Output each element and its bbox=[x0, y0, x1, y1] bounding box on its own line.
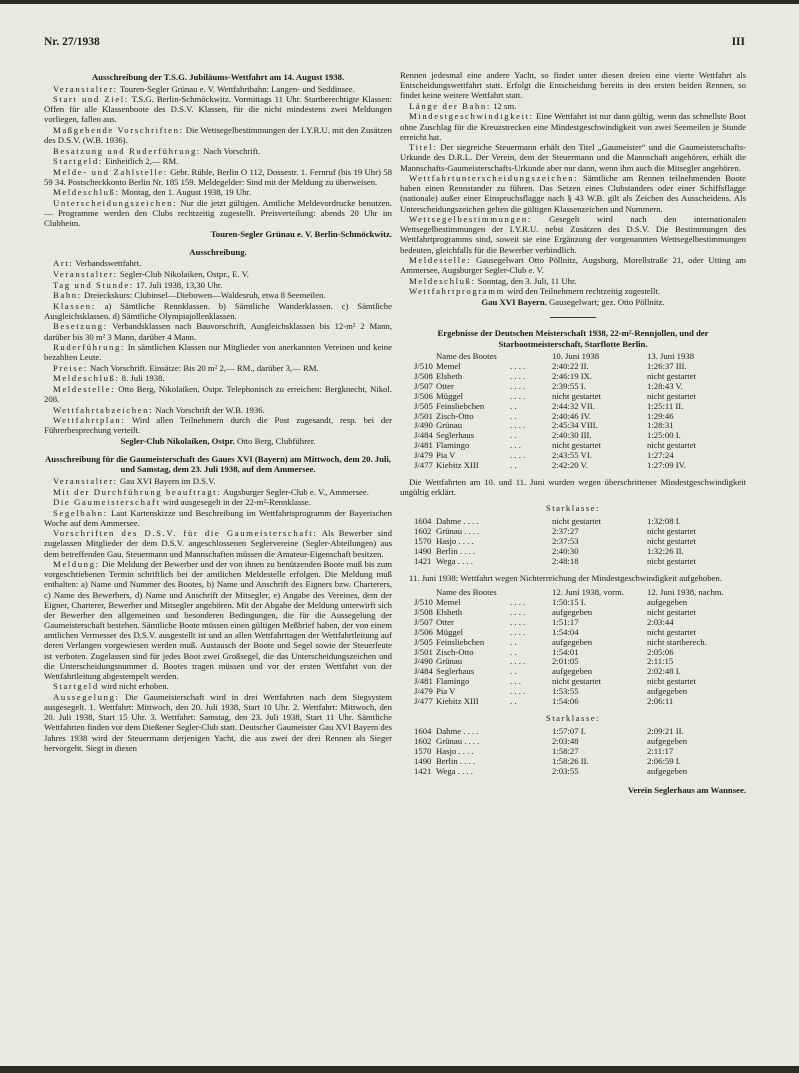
table-cell: Seglerhaus bbox=[436, 430, 475, 441]
paragraph: Veranstalter: Segler-Club Nikolaiken, Ostpr., E. V. bbox=[53, 269, 249, 280]
table-cell: Grünau . . . . bbox=[436, 526, 480, 537]
table-cell: 1:29:46 bbox=[647, 410, 674, 421]
table-cell: J/490 bbox=[414, 420, 433, 431]
table-cell: 1490 bbox=[414, 755, 432, 766]
table-cell: Berlin . . . . bbox=[436, 546, 476, 557]
table-cell: Memel bbox=[436, 361, 461, 372]
section-heading: Ausschreibung der T.S.G. Jubiläums-Wettfahrt am 14. August 1938. bbox=[91, 72, 345, 82]
table-cell: nicht gestartet bbox=[647, 556, 696, 567]
table-cell: . . . . bbox=[510, 380, 526, 391]
paragraph: Veranstalter: Touren-Segler Grünau e. V. Wettfahrtbahn: Langen- und Seddinsee. bbox=[53, 83, 355, 94]
announcement-body bbox=[44, 476, 392, 753]
table-cell: Berlin . . . . bbox=[436, 755, 476, 766]
table-cell: Müggel bbox=[436, 390, 464, 401]
divider bbox=[550, 317, 596, 318]
table-cell: J/484 bbox=[414, 430, 433, 441]
table-cell: nicht gestartet bbox=[647, 626, 696, 637]
paragraph: Meldestelle: Gausegelwart Otto Pöllnitz, Augsburg, Morellstraße 21, oder Utting am Ammersee, Augsburger Segler-Club e. V. bbox=[400, 255, 746, 276]
table-cell: . . bbox=[510, 666, 517, 677]
table-row bbox=[414, 767, 737, 777]
table-cell: J/505 bbox=[414, 400, 433, 411]
table-cell: 1:32:08 I. bbox=[647, 516, 681, 527]
table-cell: . . . . bbox=[510, 370, 526, 381]
table-cell: Kiebitz XIII bbox=[436, 696, 479, 707]
table-cell: 2:46:19 IX. bbox=[552, 370, 593, 381]
table-cell: . . . bbox=[510, 676, 521, 687]
table-cell: aufgegeben bbox=[647, 736, 688, 747]
table-cell: 1:32:26 II. bbox=[647, 546, 684, 557]
subheading: Starklasse: bbox=[545, 503, 601, 514]
note: 11. Juni 1938: Wettfahrt wegen Nichterreichung der Mindestgeschwindigkeit aufgehoben. bbox=[409, 572, 722, 583]
table-cell: J/507 bbox=[414, 616, 433, 627]
paragraph: Klassen: a) Sämtliche Rennklassen. b) Sämtliche Wanderklassen. c) Sämtliche Ausgleichsklassen. d) Sämtliche Olympiajollenklassen. bbox=[44, 300, 392, 321]
signature: Gau XVI Bayern. Gausegelwart; gez. Otto Pöllnitz. bbox=[481, 296, 665, 307]
table-cell: 2:06:11 bbox=[647, 696, 674, 707]
paragraph: Art: Verbandswettfahrt. bbox=[53, 258, 142, 269]
table-cell: 2:09:21 II. bbox=[647, 726, 684, 737]
section-heading: Ausschreibung für die Gaumeisterschaft des Gaues XVI (Bayern) am Mittwoch, dem 20. Juli, und Samstag, dem 23. Juli 1938, auf dem Ammersee. bbox=[45, 453, 391, 475]
paragraph: Titel: Der siegreiche Steuermann erhält den Titel „Gaumeister“ und die Gaumeisterschafts-Urkunde des D.R.L. Der Verein, dem der Steuermann und die Mannschaft angehören, erhält die Mannschafts-Gaumeisterschafts-Urkunde aber nur dann, wenn ihm auch die Mitsegler angehören. bbox=[400, 142, 746, 173]
table-cell: . . . . bbox=[510, 606, 526, 617]
paragraph: Meldung: Die Meldung der Bewerber und der von ihnen zu benützenden Boote muß bis zum vorgeschriebenen Termin schriftlich bei der amtlichen Meldestelle erfolgen. Die Meldung muß enthalten: a) Name und Nummer des Bootes, b) Name und Anschrift des Eigners bzw. Charterers, c) Name des Bewerbers, d) Name und Anschrift der Mitsegler, e) Angabe des Vereines, dem der Eigner, Charterer, Bewerber und Mitsegler angehören. Mit der Abgabe der Meldung unterwirft sich der Bewerber den allgemeinen und besonderen Bedingungen, die für die Aussegelung der Gaumeisterschaft bestehen. Sämtliche Boote müssen einen gültigen Meßbrief haben, der von einem amtlichen Vermesser des D.S.V. ausgestellt ist und an allen Wettfahrttagen der Wettfahrtleitung auf deren Verlangen vorgewiesen werden muß. Austausch der Boote und Segel sowie der Steuerleute ist verboten. Zugelassen sind für jedes Boot zwei Großsegel, die das Unterscheidungszeichen und die Unterscheidungsnummer d. Bootes tragen müssen und vor der ersten Wettfahrt von der Wettfahrtleitung abgestempelt werden. bbox=[44, 559, 392, 681]
left-column bbox=[44, 70, 392, 753]
announcement-body bbox=[44, 84, 392, 239]
table-cell: J/490 bbox=[414, 656, 433, 667]
right-column bbox=[400, 70, 746, 797]
paragraph: Tag und Stunde: 17. Juli 1938, 13,30 Uhr. bbox=[53, 279, 223, 290]
table-cell: Wega . . . . bbox=[436, 556, 473, 567]
table-cell: Otter bbox=[436, 380, 454, 391]
table-cell: nicht gestartet bbox=[647, 440, 696, 451]
table-cell: 1604 bbox=[414, 516, 432, 527]
table-cell: . . bbox=[510, 696, 517, 707]
table-cell: Grünau . . . . bbox=[436, 736, 480, 747]
table-cell: Dahme . . . . bbox=[436, 726, 479, 737]
section-heading: Ausschreibung. bbox=[189, 246, 247, 257]
table-cell: . . bbox=[510, 410, 517, 421]
paragraph: Vorschriften des D.S.V. für die Gaumeisterschaft: Als Bewerber sind zugelassen Mitglieder der dem D.S.V. angeschlossenen Seglervereine (Segler-Abteilungen) aus dem betreffenden Gau. Steuermann und Mannschaften müssen die Amateur-Eigenschaft besitzen. bbox=[44, 528, 392, 559]
table-cell: aufgegeben bbox=[647, 686, 688, 697]
table-cell: 1421 bbox=[414, 556, 432, 567]
signature: Segler-Club Nikolaiken, Ostpr. Otto Berg, Clubführer. bbox=[120, 435, 316, 446]
note: Die Wettfahrten am 10. und 11. Juni wurden wegen überschrittener Mindestgeschwindigkeit ungültig erklärt. bbox=[400, 476, 746, 498]
table-cell: . . . . bbox=[510, 361, 526, 372]
table-cell: Flamingo bbox=[436, 676, 470, 687]
paragraph: Maßgebende Vorschriften: Die Wettsegelbestimmungen der I.Y.R.U. mit den Zusätzen des D.S.V. (W.B. 1936). bbox=[44, 124, 392, 146]
page-number: III bbox=[731, 36, 745, 48]
table-cell: Wega . . . . bbox=[436, 765, 473, 776]
table-cell: J/506 bbox=[414, 390, 433, 401]
results-table-star-2 bbox=[414, 727, 737, 777]
table-cell: 2:40:46 IV. bbox=[552, 410, 591, 421]
table-cell: . . . bbox=[510, 440, 521, 451]
table-row bbox=[414, 697, 737, 707]
table-cell: . . . . bbox=[510, 626, 526, 637]
paragraph: Preise: Nach Vorschrift. Einsätze: Bis 20 m² 2,— RM., darüber 3,— RM. bbox=[53, 362, 319, 373]
table-cell: 1:25:00 I. bbox=[647, 430, 681, 441]
table-cell: 1570 bbox=[414, 745, 432, 756]
table-cell: 1:27:24 bbox=[647, 450, 674, 461]
table-cell: J/481 bbox=[414, 440, 433, 451]
table-cell: J/477 bbox=[414, 696, 433, 707]
paragraph: Wettfahrtplan: Wird allen Teilnehmern durch die Post zugesandt, resp. bei der Führerbesprechung verteilt. bbox=[44, 415, 392, 436]
column-header: 12. Juni 1938, nachm. bbox=[647, 587, 724, 598]
table-cell: J/508 bbox=[414, 606, 433, 617]
table-cell: Pia V bbox=[436, 686, 456, 697]
table-cell: 2:40:30 bbox=[552, 546, 579, 557]
table-cell: Grünau bbox=[436, 420, 463, 431]
table-cell: Seglerhaus bbox=[436, 666, 475, 677]
table-cell: Pia V bbox=[436, 450, 456, 461]
paragraph: Wettsegelbestimmungen: Gesegelt wird nach den internationalen Wettsegelbestimmungen der I.Y.R.U. nebst Zusätzen des D.S.V. Die Bestimmungen des Wettfahrtprogramms sind, soweit sie eine Ergänzung der vorgenannten Wettsegelbestimmungen bedeuten, gleichfalls für die Bewerber verbindlich. bbox=[400, 214, 746, 255]
signature: Verein Seglerhaus am Wannsee. bbox=[627, 784, 746, 795]
table-cell: 2:11:17 bbox=[647, 745, 674, 756]
table-cell: 2:06:59 I. bbox=[647, 755, 681, 766]
results-table-jollen-2 bbox=[414, 588, 737, 707]
table-cell: 1:50:15 I. bbox=[552, 597, 586, 608]
table-cell: aufgegeben bbox=[647, 597, 688, 608]
paragraph: Wettfahrtprogramm wird den Teilnehmern rechtzeitig zugestellt. bbox=[409, 286, 661, 297]
table-cell: 2:02:48 I. bbox=[647, 666, 681, 677]
table-cell: 1:27:09 IV. bbox=[647, 460, 686, 471]
table-cell: nicht gestartet bbox=[647, 390, 696, 401]
table-cell: Dahme . . . . bbox=[436, 516, 479, 527]
column-header: 10. Juni 1938 bbox=[552, 351, 600, 362]
table-cell: J/479 bbox=[414, 686, 433, 697]
table-cell: nicht gestartet bbox=[552, 516, 601, 527]
table-cell: 2:03:48 bbox=[552, 736, 579, 747]
paragraph: Wettfahrtunterscheidungszeichen: Sämtliche am Rennen teilnehmenden Boote haben einen Rennstander zu führen. Das Setzen eines Clubstanders oder einer Schiffsflagge (nationale) außer einer Einspruchsflagge nach § 43 W.B. gilt als Zeichen des Ausscheidens. Als Unterscheidungszeichen gelten die gültigen Klassenzeichen und Nummern. bbox=[400, 173, 746, 214]
table-cell: 2:03:55 bbox=[552, 765, 579, 776]
table-cell: Elsbeth bbox=[436, 370, 463, 381]
table-cell: . . . . bbox=[510, 597, 526, 608]
table-cell: 2:01:05 bbox=[552, 656, 579, 667]
table-cell: 2:03:44 bbox=[647, 616, 674, 627]
table-cell: J/510 bbox=[414, 361, 433, 372]
paragraph: Segelbahn: Laut Kartenskizze und Beschreibung im Wettfahrtsprogramm der Bayerischen Woche auf dem Ammersee. bbox=[44, 507, 392, 528]
paragraph: Melde- und Zahlstelle: Gebr. Rühle, Berlin O 112, Dossestr. 1. Fernruf (bis 19 Uhr) 58 59 34. Postscheckkonto Berlin Nr. 185 159. Meldegelder: Sind mit der Meldung zu überweisen. bbox=[44, 166, 392, 187]
table-cell: Grünau bbox=[436, 656, 463, 667]
paragraph: Aussegelung: Die Gaumeisterschaft wird in drei Wettfahrten nach dem Siegsystem ausgesegelt. 1. Wettfahrt: Mittwoch, den 20. Juli 1938, Start 10 Uhr. 2. Wettfahrt: Mittwoch, den 20. Juli 1938, Start 15 Uhr. 3. Wettfahrt: Samstag, den 23. Juli 1938, Start 11 Uhr. Sämtliche Wettfahrten finden vor dem Dießener Segler-Club statt. Deutscher Gaumeister Gau XVI Bayern des Jahres 1938 wird der Steuermann derjenigen Yacht, die aus zwei der drei Rennen als Sieger hervorgeht. Siegt in diesen bbox=[44, 691, 392, 753]
table-cell: nicht gestartet bbox=[552, 390, 601, 401]
table-cell: aufgegeben bbox=[552, 666, 593, 677]
table-cell: J/479 bbox=[414, 450, 433, 461]
column-header: Name des Bootes bbox=[436, 351, 497, 362]
paragraph: Unterscheidungszeichen: Nur die jetzt gültigen. Amtliche Meldevordrucke benutzen. — Programme werden den Clubs rechtzeitig zugestellt. Preisverteilung: abends 20 Uhr im Clubheim. bbox=[44, 197, 392, 229]
table-row bbox=[414, 557, 737, 567]
table-cell: 1:28:43 V. bbox=[647, 380, 683, 391]
table-cell: . . . . bbox=[510, 656, 526, 667]
subheading: Starklasse: bbox=[545, 713, 601, 724]
table-cell: . . bbox=[510, 460, 517, 471]
table-cell: 2:43:55 VI. bbox=[552, 450, 592, 461]
paragraph: Start und Ziel: T.S.G. Berlin-Schmöckwitz. Vormittags 11 Uhr. Startberechtigte Klassen: Offen für alle Klassenboote des D.S.V. Klassen, für die nicht mindestens zwei Meldungen vorliegen, fallen aus. bbox=[44, 94, 393, 125]
table-cell: Elsbeth bbox=[436, 606, 463, 617]
table-cell: . . . . bbox=[510, 450, 526, 461]
table-cell: J/506 bbox=[414, 626, 433, 637]
table-cell: 1602 bbox=[414, 526, 432, 537]
table-cell: 1:28:31 bbox=[647, 420, 674, 431]
table-cell: J/507 bbox=[414, 380, 433, 391]
table-cell: . . . . bbox=[510, 686, 526, 697]
paragraph: Länge der Bahn: 12 sm. bbox=[409, 100, 517, 111]
table-cell: 1:58:27 bbox=[552, 745, 579, 756]
table-cell: Memel bbox=[436, 597, 461, 608]
table-cell: 1490 bbox=[414, 546, 432, 557]
table-cell: 1:57:07 I. bbox=[552, 726, 586, 737]
table-cell: J/484 bbox=[414, 666, 433, 677]
table-cell: nicht gestartet bbox=[647, 370, 696, 381]
table-cell: nicht startberech. bbox=[647, 636, 707, 647]
table-cell: J/508 bbox=[414, 370, 433, 381]
table-cell: Flamingo bbox=[436, 440, 470, 451]
table-cell: 1570 bbox=[414, 536, 432, 547]
paragraph: Meldestelle: Otto Berg, Nikolaiken, Ostpr. Telephonisch zu erreichen: Bergknecht, Nikol. 208. bbox=[44, 383, 392, 405]
table-cell: 2:42:20 V. bbox=[552, 460, 588, 471]
table-cell: . . bbox=[510, 400, 517, 411]
paragraph: Startgeld: Einheitlich 2,— RM. bbox=[53, 156, 179, 167]
table-cell: Kiebitz XIII bbox=[436, 460, 479, 471]
table-cell: aufgegeben bbox=[552, 636, 593, 647]
table-cell: J/505 bbox=[414, 636, 433, 647]
paragraph: Veranstalter: Gau XVI Bayern im D.S.V. bbox=[53, 475, 216, 486]
results-heading: Ergebnisse der Deutschen Meisterschaft 1938, 22-m²-Rennjollen, und der Starbootmeisterschaft, Starflotte Berlin. bbox=[437, 328, 709, 349]
table-cell: J/501 bbox=[414, 410, 433, 421]
table-cell: J/477 bbox=[414, 460, 433, 471]
table-cell: 2:45:34 VIII. bbox=[552, 420, 598, 431]
paragraph: Meldeschluß: Montag, den 1. August 1938, 19 Uhr. bbox=[53, 187, 252, 198]
table-cell: J/510 bbox=[414, 597, 433, 608]
paragraph: Besetzung: Verbandsklassen nach Bauvorschrift, Ausgleichsklassen bis 12-m² 2 Mann, darüber bis 30 m² 3 Mann, darüber 4 Mann. bbox=[44, 321, 392, 342]
table-cell: Hasjo . . . . bbox=[436, 536, 474, 547]
table-cell: 1:54:04 bbox=[552, 626, 579, 637]
paragraph: Meldeschluß: Sonntag, den 3. Juli, 11 Uhr. bbox=[409, 275, 577, 286]
column-header: 13. Juni 1938 bbox=[647, 351, 695, 362]
table-cell: aufgegeben bbox=[552, 606, 593, 617]
table-cell: Otter bbox=[436, 616, 454, 627]
table-cell: Feinsliebchen bbox=[436, 636, 485, 647]
paragraph: Mit der Durchführung beauftragt: Augsburger Segler-Club e. V., Ammersee. bbox=[53, 486, 369, 497]
announcement-body bbox=[44, 258, 392, 446]
table-cell: 1421 bbox=[414, 765, 432, 776]
table-cell: J/481 bbox=[414, 676, 433, 687]
results-table-jollen bbox=[414, 352, 737, 471]
column-header: Name des Bootes bbox=[436, 587, 497, 598]
paragraph: Mindestgeschwindigkeit: Eine Wettfahrt ist nur dann gültig, wenn das schnellste Boot ohne Zuschlag für die Kreuzstrecken eine Mindestgeschwindigkeit von zwei Seemeilen je Stunde erreicht hat. bbox=[400, 111, 746, 142]
table-cell: Hasjo . . . . bbox=[436, 745, 474, 756]
table-cell: 1602 bbox=[414, 736, 432, 747]
table-cell: nicht gestartet bbox=[552, 676, 601, 687]
table-cell: 2:40:30 III. bbox=[552, 430, 592, 441]
table-cell: 1:54:06 bbox=[552, 696, 579, 707]
table-cell: 1:54:01 bbox=[552, 646, 579, 657]
table-cell: 1:26:37 III. bbox=[647, 361, 687, 372]
table-cell: . . bbox=[510, 636, 517, 647]
issue-number: Nr. 27/1938 bbox=[44, 36, 100, 48]
table-cell: Müggel bbox=[436, 626, 464, 637]
table-cell: nicht gestartet bbox=[647, 536, 696, 547]
table-cell: . . . . bbox=[510, 616, 526, 627]
table-cell: Feinsliebchen bbox=[436, 400, 485, 411]
table-cell: 2:11:15 bbox=[647, 656, 674, 667]
table-cell: . . bbox=[510, 646, 517, 657]
table-cell: nicht gestartet bbox=[647, 606, 696, 617]
table-cell: Zisch-Otto bbox=[436, 410, 474, 421]
table-cell: . . . . bbox=[510, 390, 526, 401]
table-cell: 1:25:11 II. bbox=[647, 400, 684, 411]
table-cell: aufgegeben bbox=[647, 765, 688, 776]
table-cell: 1:53:55 bbox=[552, 686, 579, 697]
table-cell: 2:40:22 II. bbox=[552, 361, 589, 372]
paragraph: Startgeld wird nicht erhoben. bbox=[53, 681, 169, 692]
paragraph: Wettfahrtabzeichen: Nach Vorschrift der W.B. 1936. bbox=[53, 404, 265, 415]
table-cell: nicht gestartet bbox=[647, 676, 696, 687]
paragraph: Besatzung und Ruderführung: Nach Vorschrift. bbox=[53, 145, 261, 156]
table-cell: 2:48:18 bbox=[552, 556, 579, 567]
signature: Touren-Segler Grünau e. V. Berlin-Schmöckwitz. bbox=[210, 228, 392, 239]
table-cell: J/501 bbox=[414, 646, 433, 657]
paragraph-continued: Rennen jedesmal eine andere Yacht, so findet unter diesen dreien eine vierte Wettfahrt als Entscheidungswettfahrt statt. Erfolgt die Entscheidung bereits in den ersten beiden Rennen, so findet keine weitere Wettfahrt statt. bbox=[400, 70, 746, 101]
table-cell: 1604 bbox=[414, 726, 432, 737]
table-cell: 2:05:06 bbox=[647, 646, 674, 657]
table-cell: . . bbox=[510, 430, 517, 441]
results-table-star bbox=[414, 517, 737, 567]
table-cell: 2:37:27 bbox=[552, 526, 579, 537]
table-cell: 2:37:53 bbox=[552, 536, 579, 547]
paragraph: Die Gaumeisterschaft wird ausgesegelt in der 22-m²-Rennklasse. bbox=[53, 497, 311, 508]
paragraph: Bahn: Dreieckskurs: Clubinsel—Diebowen—Waldesruh, etwa 8 Seemeilen. bbox=[53, 290, 326, 301]
table-cell: nicht gestartet bbox=[552, 440, 601, 451]
column-header: 12. Juni 1938, vorm. bbox=[552, 587, 624, 598]
table-cell: 1:51:17 bbox=[552, 616, 579, 627]
table-cell: 2:44:32 VII. bbox=[552, 400, 595, 411]
table-cell: . . . . bbox=[510, 420, 526, 431]
paragraph: Meldeschluß: 8. Juli 1938. bbox=[53, 373, 165, 384]
table-cell: 1:58:26 II. bbox=[552, 755, 589, 766]
table-cell: nicht gestartet bbox=[647, 526, 696, 537]
paragraph: Ruderführung: In sämtlichen Klassen nur Mitglieder von anerkannten Vereinen und keine bezahlten Leute. bbox=[44, 342, 392, 363]
table-cell: Zisch-Otto bbox=[436, 646, 474, 657]
table-cell: 2:39:55 I. bbox=[552, 380, 586, 391]
table-row bbox=[414, 461, 737, 471]
